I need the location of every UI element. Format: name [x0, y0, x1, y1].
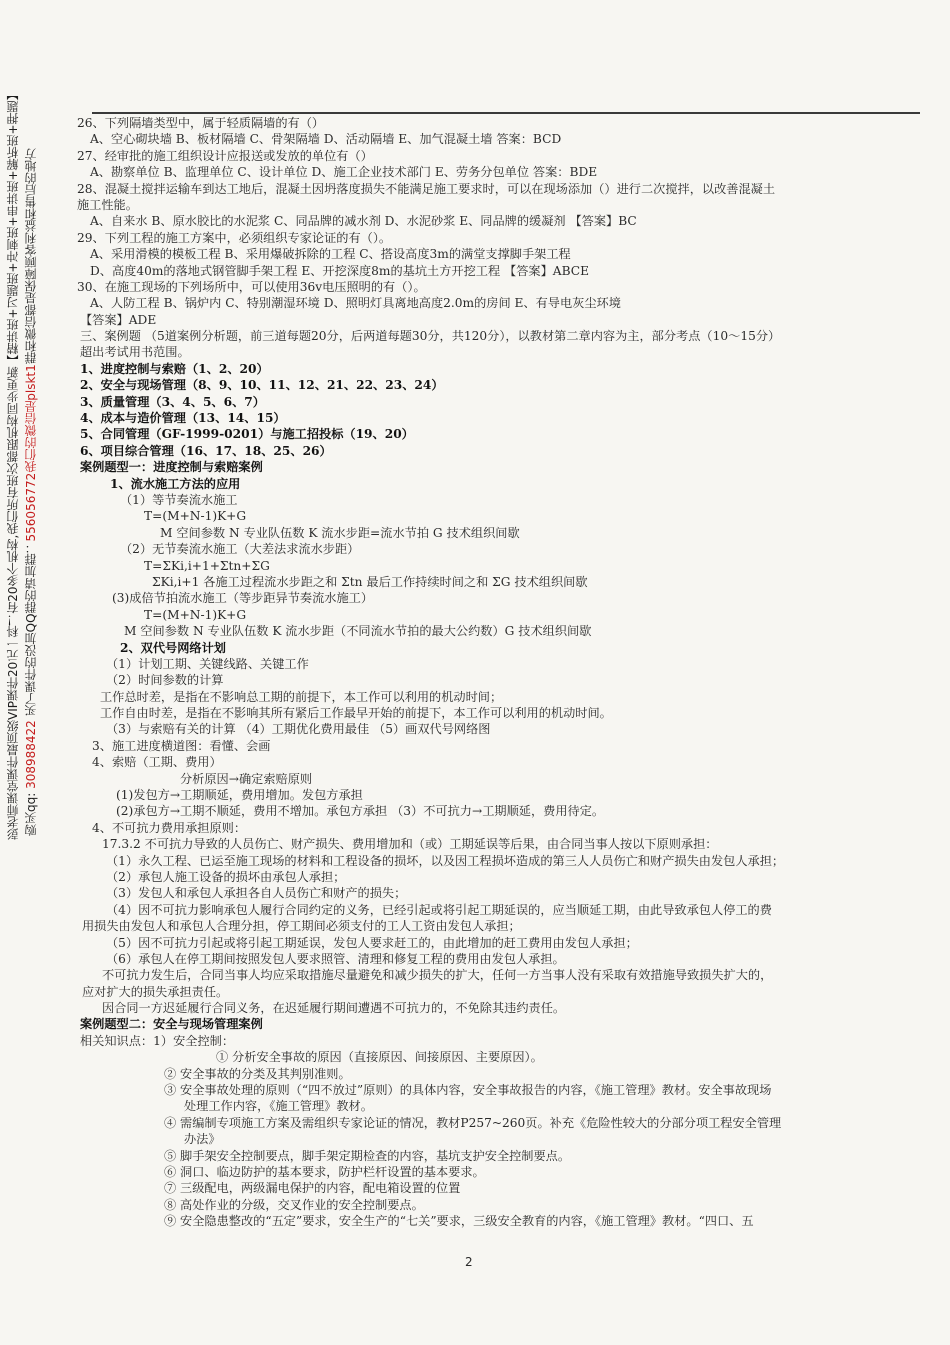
text-line: 分析原因→确定索赔原则 — [180, 771, 313, 786]
text-line: ⑥ 洞口、临边防护的基本要求，防护栏杆设置的基本要求。 — [164, 1165, 485, 1179]
text-line: 因合同一方迟延履行合同义务，在迟延履行期间遭遇不可抗力的，不免除其违约责任。 — [102, 1001, 566, 1016]
text-line: （1）永久工程、已运至施工现场的材料和工程设备的损坏，以及因工程损坏造成的第三人人员伤亡和财产损失由发包人承担； — [106, 853, 785, 868]
text-line: A、采用滑模的模板工程 B、采用爆破拆除的工程 C、搭设高度3m的满堂支撑脚手架工程 — [90, 247, 571, 262]
text-line: （3）发包人和承包人承担各自人员伤亡和财产的损失； — [106, 886, 407, 901]
text-line: 相关知识点：1）安全控制： — [80, 1033, 235, 1048]
side-text-1: 彭老师课堂课件最顶级VIP课件20元一科！有20多个机构,我们所有班次都跟机构同步更新【精讲班+习题班+冲刺班+串讲班+解析班+押题】 — [6, 88, 20, 840]
side-watermark-right — [24, 36, 38, 836]
text-line: 29、下列工程的施工方案中，必须组织专家论证的有（）。 — [77, 230, 392, 245]
text-line: 17.3.2 不可抗力导致的人员伤亡、财产损失、费用增加和（或）工期延误等后果，由合同当事人按以下原则承担： — [102, 837, 718, 852]
text-line: （1）计划工期、关键线路、关键工作 — [106, 656, 309, 671]
text-line: A、勘察单位 B、监理单位 C、设计单位 D、施工企业技术部门 E、劳务分包单位 答案：BDE — [90, 165, 598, 180]
text-line: (3)成倍节拍流水施工（等步距异节奏流水施工） — [112, 591, 374, 606]
text-line: T=(M+N-1)K+G — [144, 509, 247, 524]
text-line: 5、合同管理（GF-1999-0201）与施工招投标（19、20） — [80, 427, 414, 442]
text-line: 超出考试用书范围。 — [80, 345, 190, 360]
text-line: （2）承包人施工设备的损坏由承包人承担； — [106, 869, 346, 884]
side-text-tail: 群和微信都是保障顾客利益和售后的地方 — [24, 148, 38, 365]
text-line: 28、混凝土搅拌运输车到达工地后，混凝土因坍落度损失不能满足施工要求时，可以在现场添加（）进行二次搅拌，以改善混凝土 — [77, 181, 776, 196]
text-line: 案例题型二：安全与现场管理案例 — [80, 1017, 263, 1032]
text-line: （3）与索赔有关的计算 （4）工期优化费用最佳 （5）画双代号网络图 — [106, 722, 491, 737]
side-text-qq-number: 308988422 — [24, 720, 38, 789]
side-text-group-label: 买了课件的没加QQ群的请加群： — [24, 541, 38, 721]
text-line: 工作总时差，是指在不影响总工期的前提下，本工作可以利用的机动时间； — [100, 689, 503, 704]
text-line: M 空间参数 N 专业队伍数 K 流水步距=流水节拍 G 技术组织间歇 — [160, 525, 520, 540]
text-line: 3、质量管理（3、4、5、6、7） — [80, 394, 265, 409]
text-line: （1）等节奏流水施工 — [120, 492, 238, 507]
text-line: ② 安全事故的分类及其判别准则。 — [164, 1066, 351, 1081]
side-text-qq-label: 购买qq: — [24, 788, 38, 836]
text-line: 施工性能。 — [77, 197, 138, 212]
text-line: 不可抗力发生后，合同当事人均应采取措施尽量避免和减少损失的扩大，任何一方当事人没有采取有效措施导致损失扩大的， — [102, 968, 773, 983]
text-line: 2、安全与现场管理（8、9、10、11、12、21、22、23、24） — [80, 378, 444, 393]
text-line: ΣKi,i+1 各施工过程流水步距之和 Σtn 最后工作持续时间之和 ΣG 技术组织间歇 — [152, 574, 588, 589]
text-line: 【答案】ADE — [80, 312, 157, 327]
text-line: ⑨ 安全隐患整改的“五定”要求，安全生产的“七关”要求，三级安全教育的内容，《施工管理》教材。“四口、五 — [164, 1214, 754, 1229]
text-line: ⑤ 脚手架安全控制要点，脚手架定期检查的内容，基坑支护安全控制要点。 — [164, 1148, 571, 1163]
text-line: (2)承包方→工期不顺延，费用不增加。承包方承担 （3）不可抗力→工期顺延，费用待定。 — [116, 804, 605, 819]
text-line: A、自来水 B、原水胶比的水泥浆 C、同品牌的减水剂 D、水泥砂浆 E、同品牌的缓凝剂 【答案】BC — [90, 214, 637, 229]
text-line: 3、施工进度横道图：看懂、会画 — [92, 738, 271, 753]
text-line: M 空间参数 N 专业队伍数 K 流水步距（不同流水节拍的最大公约数）G 技术组织间歇 — [124, 624, 592, 639]
text-line: 应对扩大的损失承担责任。 — [82, 984, 229, 999]
text-line: T=ΣKi,i+1+Σtn+ΣG — [144, 558, 270, 573]
text-line: 4、成本与造价管理（13、14、15） — [80, 411, 286, 426]
text-line: 30、在施工现场的下列场所中，可以使用36v电压照明的有（）。 — [77, 279, 426, 294]
text-line: （4）因不可抗力影响承包人履行合同约定的义务，已经引起或将引起工期延误的，应当顺延工期，由此导致承包人停工的费 — [106, 902, 772, 917]
text-line: ③ 安全事故处理的原则（“四不放过”原则）的具体内容，安全事故报告的内容，《施工管理》教材。安全事故现场 — [164, 1083, 772, 1098]
text-line: 6、项目综合管理（16、17、18、25、26） — [80, 443, 332, 458]
header-rule — [92, 112, 920, 114]
side-watermark-left — [6, 40, 20, 840]
text-line: 26、下列隔墙类型中，属于轻质隔墙的有（） — [77, 116, 325, 130]
text-line: ① 分析安全事故的原因（直接原因、间接原因、主要原因）。 — [216, 1050, 543, 1065]
side-text-group-wechat: 556056772我们的微信是plskt1 — [24, 364, 38, 542]
text-line: 27、经审批的施工组织设计应报送或发放的单位有（） — [77, 148, 373, 163]
text-line: （5）因不可抗力引起或将引起工期延误，发包人要求赶工的，由此增加的赶工费用由发包人承担； — [106, 935, 638, 950]
text-line: 用损失由发包人和承包人合理分担，停工期间必须支付的工人工资由发包人承担； — [82, 919, 521, 934]
text-line: ⑧ 高处作业的分级，交叉作业的安全控制要点。 — [164, 1197, 424, 1212]
text-line: A、人防工程 B、锅炉内 C、特别潮湿环境 D、照明灯具离地高度2.0m的房间 E、有导电灰尘环境 — [90, 296, 621, 311]
text-line: (1)发包方→工期顺延，费用增加。发包方承担 — [116, 788, 363, 803]
text-line: （2）无节奏流水施工（大差法求流水步距） — [120, 542, 360, 557]
text-line: （2）时间参数的计算 — [106, 673, 224, 688]
text-line: 工作自由时差，是指在不影响其所有紧后工作最早开始的前提下，本工作可以利用的机动时间。 — [100, 706, 612, 721]
text-line: T=(M+N-1)K+G — [144, 607, 247, 622]
text-line: 4、索赔（工期、费用） — [92, 755, 222, 770]
document-body — [72, 115, 872, 1230]
text-line: D、高度40m的落地式钢管脚手架工程 E、开挖深度8m的基坑土方开挖工程 【答案】ABCE — [90, 263, 589, 278]
text-line: 处理工作内容，《施工管理》教材。 — [184, 1099, 373, 1114]
text-line: （6）承包人在停工期间按照发包人要求照管、清理和修复工程的费用由发包人承担。 — [106, 951, 565, 966]
text-line: 1、进度控制与索赔（1、2、20） — [80, 361, 269, 376]
text-line: 1、流水施工方法的应用 — [110, 476, 241, 491]
text-line: 案例题型一：进度控制与索赔案例 — [80, 460, 263, 475]
text-line: ④ 需编制专项施工方案及需组织专家论证的情况，教材P257~260页。补充《危险性较大的分部分项工程安全管理 — [164, 1115, 782, 1130]
text-line: 2、双代号网络计划 — [120, 640, 226, 655]
text-line: A、空心砌块墙 B、板材隔墙 C、骨架隔墙 D、活动隔墙 E、加气混凝土墙 答案：BCD — [90, 132, 562, 147]
text-line: ⑦ 三级配电，两级漏电保护的内容，配电箱设置的位置 — [164, 1181, 461, 1196]
page-number: 2 — [465, 1255, 473, 1269]
text-line: 办法》 — [184, 1132, 221, 1147]
text-line: 三、案例题 （5道案例分析题，前三道每题20分，后两道每题30分，共120分），以教材第二章内容为主，部分考点（10～15分） — [80, 329, 781, 344]
text-line: 4、不可抗力费用承担原则： — [92, 820, 247, 835]
